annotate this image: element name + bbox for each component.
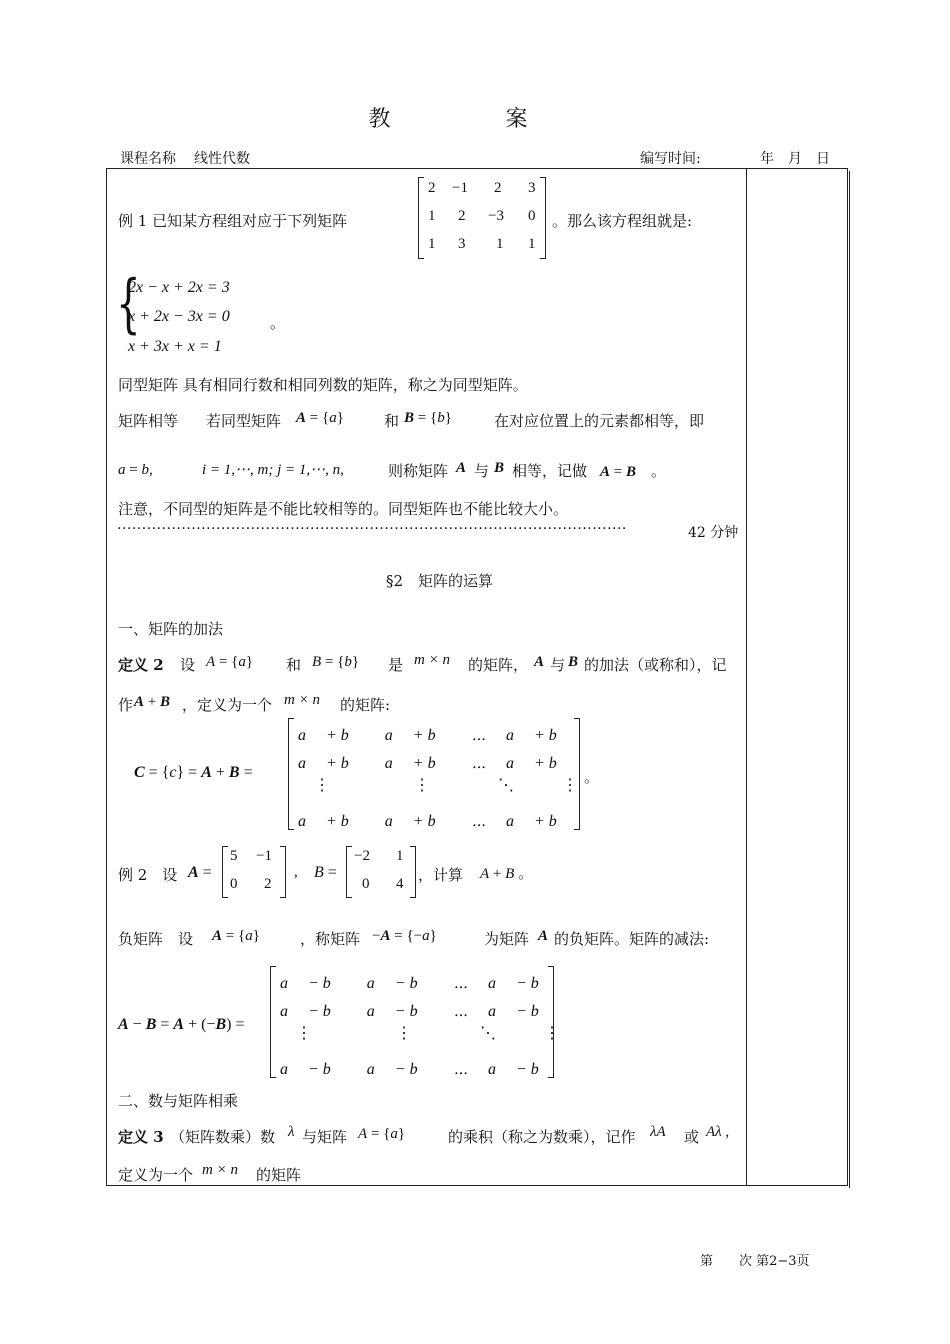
def3-A: A = {a} (358, 1126, 406, 1142)
ex2-B21: 0 (362, 876, 370, 892)
ex2-B-bracket-right (410, 846, 416, 898)
section-title: §2 矩阵的运算 (386, 572, 494, 590)
neg-label: 负矩阵 设 (118, 930, 194, 948)
equal-and: 和 (384, 412, 400, 430)
def3-mn: m × n (202, 1162, 238, 1178)
m24: 0 (528, 208, 536, 224)
date-fields: 年 月 日 (760, 151, 830, 167)
course-label: 课程名称 (120, 151, 176, 167)
equal-text4: 相等，记做 (512, 462, 588, 480)
equal-A-ref: A (456, 460, 467, 476)
def2-is: 是 (388, 656, 404, 674)
def3-text: （矩阵数乘）数 (170, 1128, 276, 1146)
def2-and: 和 (286, 656, 302, 674)
ex2-B22: 4 (396, 876, 404, 892)
m23: −3 (488, 208, 504, 224)
equal-cond: i = 1,⋯, m; j = 1,⋯, n, (202, 462, 344, 478)
equal-text3: 则称矩阵 (388, 462, 449, 480)
m11: 2 (428, 180, 436, 196)
m14: 3 (528, 180, 536, 196)
def3-lambdaA: λA (650, 1124, 666, 1140)
ex2-B-bracket-left (346, 846, 352, 898)
def3-line2: 定义为一个 (118, 1166, 194, 1184)
neg-call: ，称矩阵 (300, 930, 361, 948)
equal-text2: 在对应位置上的元素都相等，即 (494, 412, 705, 430)
m12: −1 (452, 180, 468, 196)
equal-AB: A = B 。 (600, 464, 667, 480)
m32: 3 (458, 236, 466, 252)
page-footer: 第 次 第2−3页 (700, 1254, 810, 1269)
def2-mn: m × n (414, 652, 450, 668)
equal-text1: 若同型矩阵 (206, 412, 282, 430)
def2-B-ref: B (568, 654, 579, 670)
ex2-A-lhs: A = (188, 864, 212, 881)
margin-column-divider (746, 168, 747, 1186)
equal-B-ref: B (494, 460, 505, 476)
equal-B: B = {b} (404, 410, 452, 426)
def3-with: 与矩阵 (302, 1128, 348, 1146)
def2-line2c: 的矩阵: (340, 696, 391, 714)
def2-A: A = {a} (206, 654, 254, 670)
eq1: 2x − x + 2x = 3 (128, 279, 230, 296)
m34: 1 (528, 236, 536, 252)
def3-label: 定义 3 (118, 1128, 164, 1146)
dotted-leader: ······································································································· (117, 521, 627, 537)
eq3: x + 3x + x = 1 (128, 338, 222, 355)
sum-bracket-left (288, 718, 294, 830)
diff-row4: a − b a − b ⋯ a − b (280, 1061, 539, 1078)
def2-sum: A + B (134, 694, 170, 710)
def2-tail: 的加法（或称和），记 (584, 656, 727, 674)
sum-row3: ⋮ ⋮ ⋱ ⋮ (298, 777, 579, 794)
def2-line2b: ，定义为一个 (182, 696, 273, 714)
sum-row1: a + b a + b ⋯ a + b (298, 727, 557, 744)
part1-heading: 一、矩阵的加法 (118, 620, 224, 638)
m22: 2 (458, 208, 466, 224)
sum-row2: a + b a + b ⋯ a + b (298, 755, 557, 772)
equal-with: 与 (474, 462, 490, 480)
eq-period: 。 (270, 314, 286, 332)
neg-A: A = {a} (212, 928, 260, 944)
ex2-A21: 0 (230, 876, 238, 892)
def2-line2a: 作 (118, 696, 134, 714)
diff-row2: a − b a − b ⋯ a − b (280, 1003, 539, 1020)
def2-B: B = {b} (312, 654, 360, 670)
ex1-tail: 。那么该方程组就是: (552, 212, 693, 230)
diff-row3: ⋮ ⋮ ⋱ ⋮ (280, 1025, 561, 1042)
eq2: x + 2x − 3x = 0 (128, 308, 230, 325)
equal-A: A = {a} (296, 410, 344, 426)
brace-icon: { (116, 267, 141, 341)
diff-row1: a − b a − b ⋯ a − b (280, 975, 539, 992)
diff-lhs: A − B = A + (−B) = (118, 1016, 245, 1033)
ex2-sum: A + B 。 (480, 866, 534, 882)
equal-aij: a = b, (118, 462, 153, 478)
def3-line2b: 的矩阵 (256, 1166, 302, 1184)
time-mark: 42 分钟 (688, 525, 739, 541)
def2-set: 设 (180, 656, 196, 674)
def2-text: 的矩阵， (468, 656, 529, 674)
part2-heading: 二、数与矩阵相乘 (118, 1092, 239, 1110)
m13: 2 (494, 180, 502, 196)
def2-A-ref: A (534, 654, 545, 670)
m21: 1 (428, 208, 436, 224)
m31: 1 (428, 236, 436, 252)
neg-tail2: 的负矩阵。矩阵的减法: (554, 930, 710, 948)
sum-row4: a + b a + b ⋯ a + b (298, 813, 557, 830)
ex2-A22: 2 (264, 876, 272, 892)
ex2-A11: 5 (230, 848, 238, 864)
def3-lambda: λ (288, 1124, 295, 1140)
diff-bracket-left (270, 966, 276, 1078)
m33: 1 (496, 236, 504, 252)
sum-lhs: C = {c} = A + B = (134, 764, 253, 781)
sum-period: 。 (584, 768, 600, 786)
ex2-A-bracket-left (222, 846, 228, 898)
equal-label: 矩阵相等 (118, 412, 179, 430)
ex1-text: 例 1 已知某方程组对应于下列矩阵 (118, 212, 348, 230)
ex2-B11: −2 (354, 848, 370, 864)
date-label: 编写时间: (640, 151, 701, 167)
ex2-A-bracket-right (280, 846, 286, 898)
def2-with: 与 (550, 656, 566, 674)
def2-label: 定义 2 (118, 656, 164, 674)
def3-or: 或 (684, 1128, 700, 1146)
ex2-B12: 1 (396, 848, 404, 864)
def2-mn2: m × n (284, 692, 320, 708)
neg-minusA: −A = {−a} (372, 928, 437, 944)
ex2-calc: ，计算 (418, 866, 464, 884)
ex2-B-lhs: B = (314, 864, 337, 881)
def3-tail: 的乘积（称之为数乘），记作 (448, 1128, 636, 1146)
ex2-A12: −1 (256, 848, 272, 864)
ex2-comma: , (294, 864, 298, 880)
neg-A-ref: A (538, 928, 549, 944)
page-title: 教 案 (368, 107, 582, 132)
def3-Alambda: Aλ , (706, 1124, 730, 1140)
ex2-label: 例 2 设 (118, 866, 178, 884)
neg-tail: 为矩阵 (484, 930, 530, 948)
course-name: 线性代数 (194, 151, 250, 167)
same-type-def: 同型矩阵 具有相同行数和相同列数的矩阵，称之为同型矩阵。 (118, 376, 528, 394)
note: 注意，不同型的矩阵是不能比较相等的。同型矩阵也不能比较大小。 (118, 500, 569, 518)
